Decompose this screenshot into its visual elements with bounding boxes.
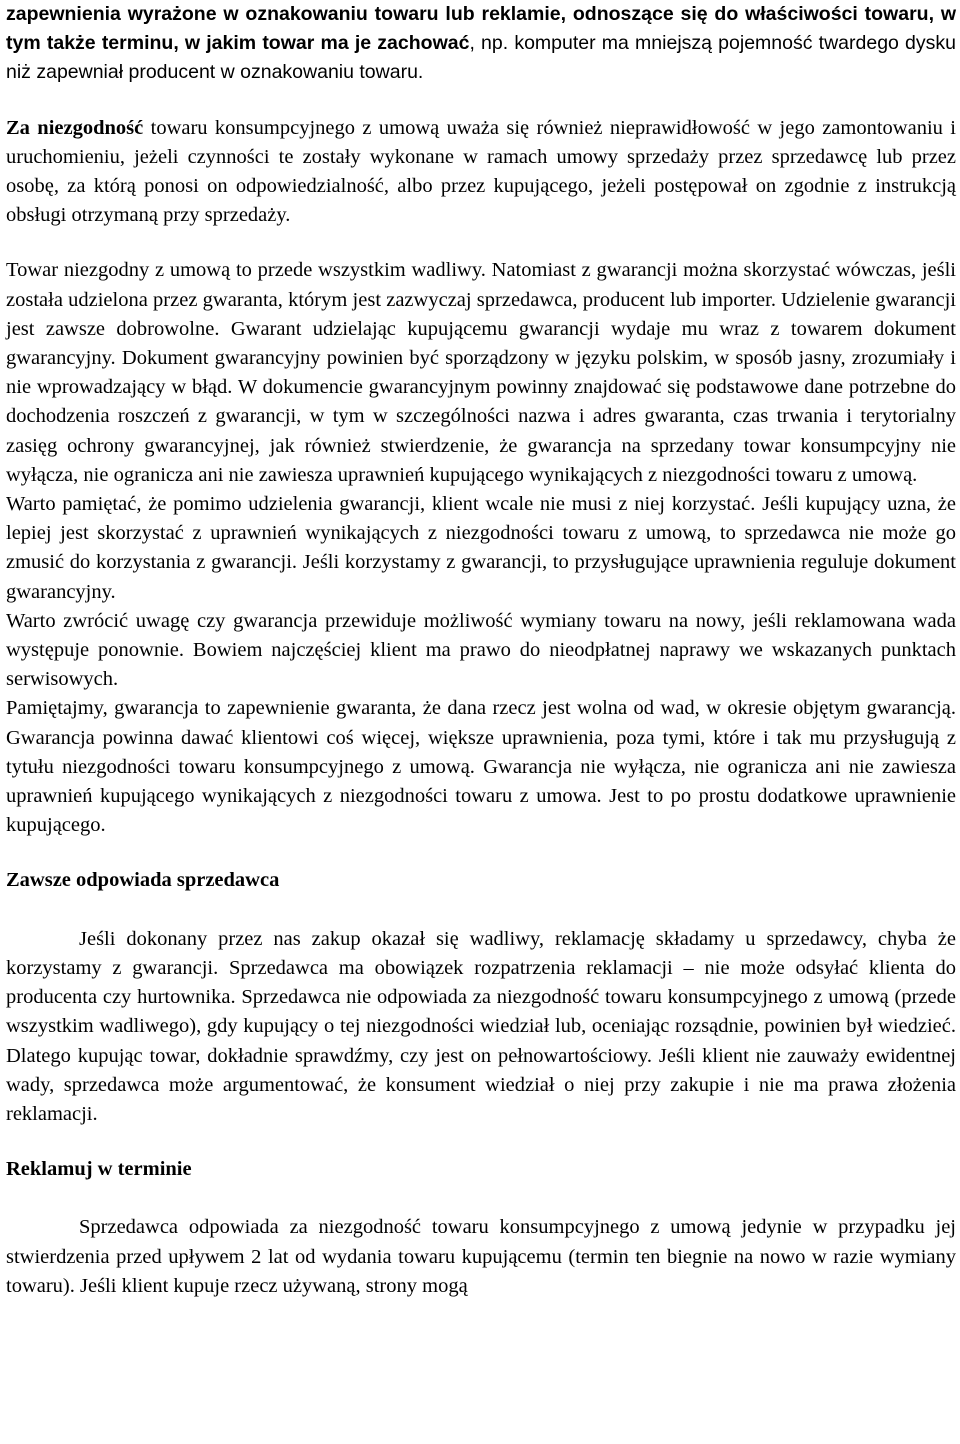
section-gap: [6, 840, 956, 866]
paragraph-termin: Sprzedawca odpowiada za niezgodność towaru konsumpcyjnego z umową jedynie w przypadku jej stwierdzenia przed upływem 2 lat od wydania towaru kupującemu (termin ten biegnie na nowo w razie wymiany towaru). Jeśli klient kupuje rzecz używaną, strony mogą: [6, 1216, 956, 1297]
section-heading-termin: Reklamuj w terminie: [6, 1158, 192, 1181]
document-page: [6, 0, 956, 1301]
paragraph-sprzedawca: Jeśli dokonany przez nas zakup okazał się wadliwy, reklamację składamy u sprzedawcy, chyba że korzystamy z gwarancji. Sprzedawca ma obowiązek rozpatrzenia reklamacji – nie może odsyłać klienta do producenta czy hurtownika. Sprzedawca nie odpowiada za niezgodność towaru konsumpcyjnego z umową (przede wszystkim wadliwego), gdy kupujący o tej niezgodności wiedział lub, oceniając rozsądnie, powinien był wiedzieć. Dlatego kupując towar, dokładnie sprawdźmy, czy jest on pełnowartościowy. Jeśli klient nie zauważy ewidentnej wady, sprzedawca może argumentować, że konsument wiedział o niej przy zakupie i nie ma prawa złożenia reklamacji.: [6, 927, 956, 1125]
section-gap: [6, 1129, 956, 1155]
intro-rest-text: , np. komputer ma mniejszą pojemność twardego dysku niż zapewniał producent w oznakowaniu towaru.: [6, 32, 957, 84]
paragraph-warto-pamietac: Warto pamiętać, że pomimo udzielenia gwarancji, klient wcale nie musi z niej korzystać. Jeśli kupujący uzna, że lepiej jest skorzystać z uprawnień wynikających z niezgodności towaru z umową, to sprzedawca nie może go zmusić do korzystania z gwarancji. Jeśli korzystamy z gwarancji, to przysługujące uprawnienia reguluje dokument gwarancyjny.: [6, 493, 956, 603]
paragraph-lead-bold: Za niezgodność: [6, 116, 144, 139]
paragraph-warto-zwrocic: Warto zwrócić uwagę czy gwarancja przewiduje możliwość wymiany towaru na nowy, jeśli reklamowana wada występuje ponownie. Bowiem najczęściej klient ma prawo do nieodpłatnej naprawy we wskazanych punktach serwisowych.: [6, 609, 956, 691]
paragraph-niezgodnosc: [6, 114, 956, 231]
paragraph-gap: [6, 88, 956, 114]
paragraph-pamietajmy: Pamiętajmy, gwarancja to zapewnienie gwaranta, że dana rzecz jest wolna od wad, w okresie objętym gwarancją. Gwarancja powinna dawać klientowi coś więcej, większe uprawnienia, poza tymi, które i tak mu przysługują z tytułu niezgodności towaru konsumpcyjnego z umową. Gwarancja nie wyłącza, nie ogranicza ani nie zawiesza uprawnień kupującego wynikających z niezgodności towaru z umowa. Jest to po prostu dodatkowe uprawnienie kupującego.: [6, 697, 956, 837]
intro-paragraph: [6, 0, 956, 88]
section-heading-sprzedawca: Zawsze odpowiada sprzedawca: [6, 869, 280, 892]
paragraph-towar-niezgodny: Towar niezgodny z umową to przede wszystkim wadliwy. Natomiast z gwarancji można skorzystać wówczas, jeśli została udzielona przez gwaranta, którym jest zazwyczaj sprzedawca, producent lub importer. Udzielenie gwarancji jest zawsze dobrowolne. Gwarant udzielając kupującemu gwarancji wydaje mu wraz z towarem dokument gwarancyjny. Dokument gwarancyjny powinien być sporządzony w języku polskim, w sposób jasny, zrozumiały i nie wprowadzający w błąd. W dokumencie gwarancyjnym powinny znajdować się podstawowe dane potrzebne do dochodzenia roszczeń z gwarancji, w tym w szczególności nazwa i adres gwaranta, czas trwania i terytorialny zasięg ochrony gwarancyjnej, jak również stwierdzenie, że gwarancja na sprzedany towar konsumpcyjny nie wyłącza, nie ogranicza ani nie zawiesza uprawnień kupującego wynikających z niezgodności towaru z umową.: [6, 259, 956, 486]
paragraph-gap: [6, 230, 956, 256]
section-gap: [6, 1184, 956, 1213]
intro-bold-text: zapewnienia wyrażone w oznakowaniu towaru lub reklamie, odnoszące się do właściwości towaru, w tym także terminu, w jakim towar ma je zachować: [6, 3, 956, 55]
paragraph-niezgodnosc-text: towaru konsumpcyjnego z umową uważa się również nieprawidłowość w jego zamontowaniu i uruchomieniu, jeżeli czynności te zostały wykonane w ramach umowy sprzedaży przez sprzedawcę lub przez osobę, za którą ponosi on odpowiedzialność, albo przez kupującego, jeżeli postępował on zgodnie z instrukcją obsługi otrzymaną przy sprzedaży.: [6, 116, 956, 227]
section-gap: [6, 896, 956, 925]
